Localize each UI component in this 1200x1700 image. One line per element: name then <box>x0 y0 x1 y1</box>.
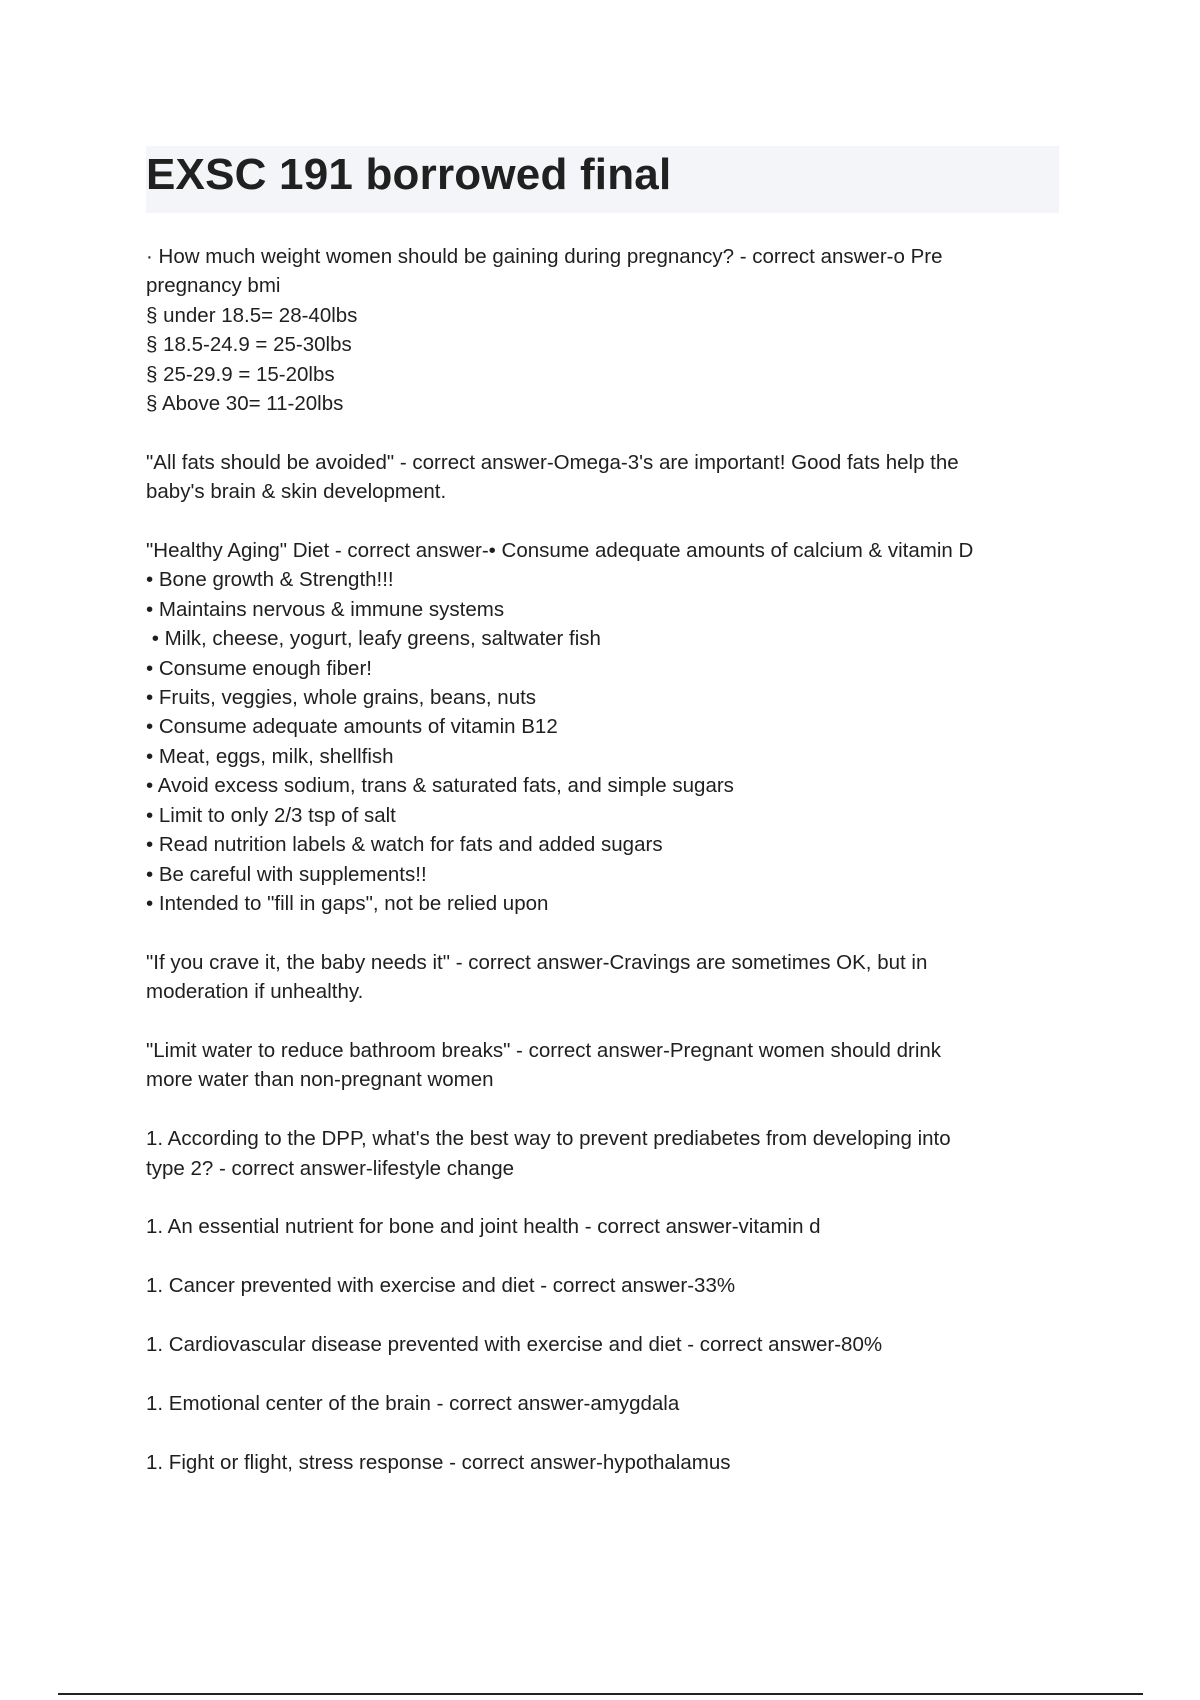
text-line: 1. According to the DPP, what's the best way to prevent prediabetes from developing into <box>146 1127 951 1151</box>
qa-entry-fats <box>146 448 1066 507</box>
qa-entry-healthy-aging <box>146 536 1066 918</box>
qa-entry-pregnancy-weight <box>146 242 1066 418</box>
text-line: • Limit to only 2/3 tsp of salt <box>146 803 396 827</box>
text-line: § 18.5-24.9 = 25-30lbs <box>146 333 352 357</box>
document-body <box>146 242 1066 1506</box>
qa-entry-cancer <box>146 1271 1066 1300</box>
title-banner <box>146 146 1059 213</box>
qa-entry-emotional-center <box>146 1389 1066 1418</box>
text-line: • Read nutrition labels & watch for fats and added sugars <box>146 833 663 857</box>
text-line: 1. Fight or flight, stress response - correct answer-hypothalamus <box>146 1450 731 1474</box>
text-line: • Consume adequate amounts of vitamin B12 <box>146 715 558 739</box>
text-line: § 25-29.9 = 15-20lbs <box>146 362 335 386</box>
text-line: • Be careful with supplements!! <box>146 862 427 886</box>
text-line: 1. Cardiovascular disease prevented with exercise and diet - correct answer-80% <box>146 1332 883 1356</box>
text-line: 1. Cancer prevented with exercise and diet - correct answer-33% <box>146 1274 736 1298</box>
text-line: • Meat, eggs, milk, shellfish <box>146 744 394 768</box>
qa-entry-cravings <box>146 948 1066 1007</box>
text-line: "Healthy Aging" Diet - correct answer-• Consume adequate amounts of calcium & vitamin D <box>146 539 974 563</box>
text-line: • Milk, cheese, yogurt, leafy greens, saltwater fish <box>146 627 601 651</box>
text-line: • Avoid excess sodium, trans & saturated fats, and simple sugars <box>146 774 734 798</box>
text-line: • Intended to "fill in gaps", not be relied upon <box>146 891 549 915</box>
text-line: • Bone growth & Strength!!! <box>146 568 394 592</box>
footer-divider <box>58 1693 1143 1695</box>
text-line: "All fats should be avoided" - correct answer-Omega-3's are important! Good fats help the <box>146 450 959 474</box>
text-line: · How much weight women should be gaining during pregnancy? - correct answer-o Pre <box>146 245 943 268</box>
text-line: • Fruits, veggies, whole grains, beans, nuts <box>146 686 537 710</box>
text-line: § under 18.5= 28-40lbs <box>146 303 358 327</box>
text-line: pregnancy bmi <box>146 274 281 298</box>
qa-entry-dpp <box>146 1124 1066 1183</box>
text-line: 1. Emotional center of the brain - correct answer-amygdala <box>146 1391 680 1415</box>
text-line: 1. An essential nutrient for bone and joint health - correct answer-vitamin d <box>146 1215 821 1239</box>
qa-entry-cardiovascular <box>146 1330 1066 1359</box>
qa-entry-bone-nutrient <box>146 1212 1066 1241</box>
qa-entry-water <box>146 1036 1066 1095</box>
text-line: more water than non-pregnant women <box>146 1068 494 1092</box>
text-line: • Maintains nervous & immune systems <box>146 597 505 621</box>
text-line: • Consume enough fiber! <box>146 656 372 680</box>
text-line: "If you crave it, the baby needs it" - correct answer-Cravings are sometimes OK, but in <box>146 950 928 974</box>
page-title: EXSC 191 borrowed final <box>146 150 672 199</box>
text-line: § Above 30= 11-20lbs <box>146 392 344 416</box>
qa-entry-fight-or-flight <box>146 1448 1066 1477</box>
text-line: moderation if unhealthy. <box>146 980 364 1004</box>
text-line: baby's brain & skin development. <box>146 480 447 504</box>
text-line: "Limit water to reduce bathroom breaks" - correct answer-Pregnant women should drink <box>146 1038 942 1062</box>
text-line: type 2? - correct answer-lifestyle change <box>146 1156 515 1180</box>
